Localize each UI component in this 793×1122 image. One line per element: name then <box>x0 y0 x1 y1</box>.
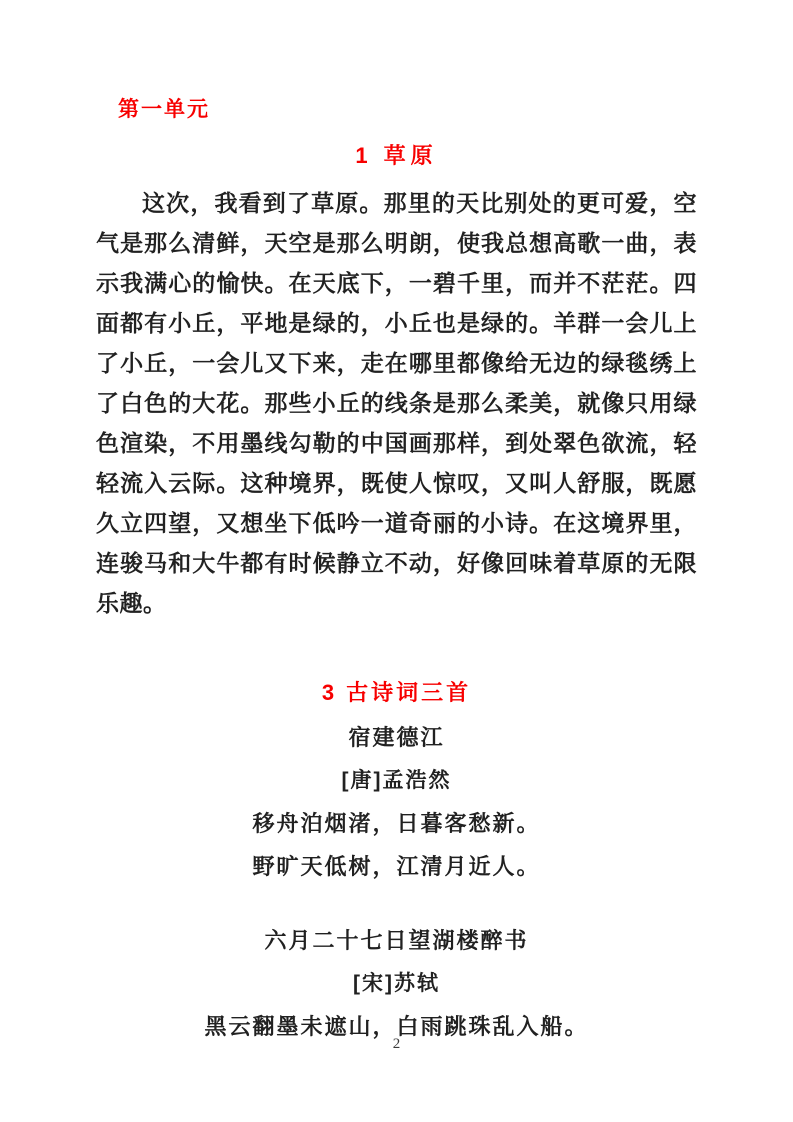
poem2-author: [宋]苏轼 <box>353 972 440 995</box>
poem1-author: [唐]孟浩然 <box>341 769 452 792</box>
lesson1-title: 1 草原 <box>355 143 438 168</box>
poem1-line-1: 移舟泊烟渚，日暮客愁新。 <box>252 811 541 836</box>
lesson1-body-paragraph: 这次，我看到了草原。那里的天比别处的更可爱，空气是那么清鲜，天空是那么明朗，使我总想高歌一曲，表示我满心的愉快。在天底下，一碧千里，而并不茫茫。四面都有小丘，平地是绿的，小丘也是绿的。羊群一会儿上了小丘，一会儿又下来，走在哪里都像给无边的绿毯绣上了白色的大花。那些小丘的线条是那么柔美，就像只用绿色渲染，不用墨线勾勒的中国画那样，到处翠色欲流，轻轻流入云际。这种境界，既使人惊叹，又叫人舒服，既愿久立四望，又想坐下低吟一道奇丽的小诗。在这境界里，连骏马和大牛都有时候静立不动，好像回味着草原的无限乐趣。 <box>96 190 697 616</box>
unit-heading: 第一单元 <box>118 98 210 121</box>
lesson3-title: 3 古诗词三首 <box>321 680 472 705</box>
poem1-title: 宿建德江 <box>348 725 445 750</box>
poem2-title: 六月二十七日望湖楼醉书 <box>264 928 529 953</box>
page-number: 2 <box>392 1036 401 1052</box>
poem1-line-2: 野旷天低树，江清月近人。 <box>252 854 541 879</box>
poem2-line-1: 黑云翻墨未遮山，白雨跳珠乱入船。 <box>204 1014 589 1039</box>
